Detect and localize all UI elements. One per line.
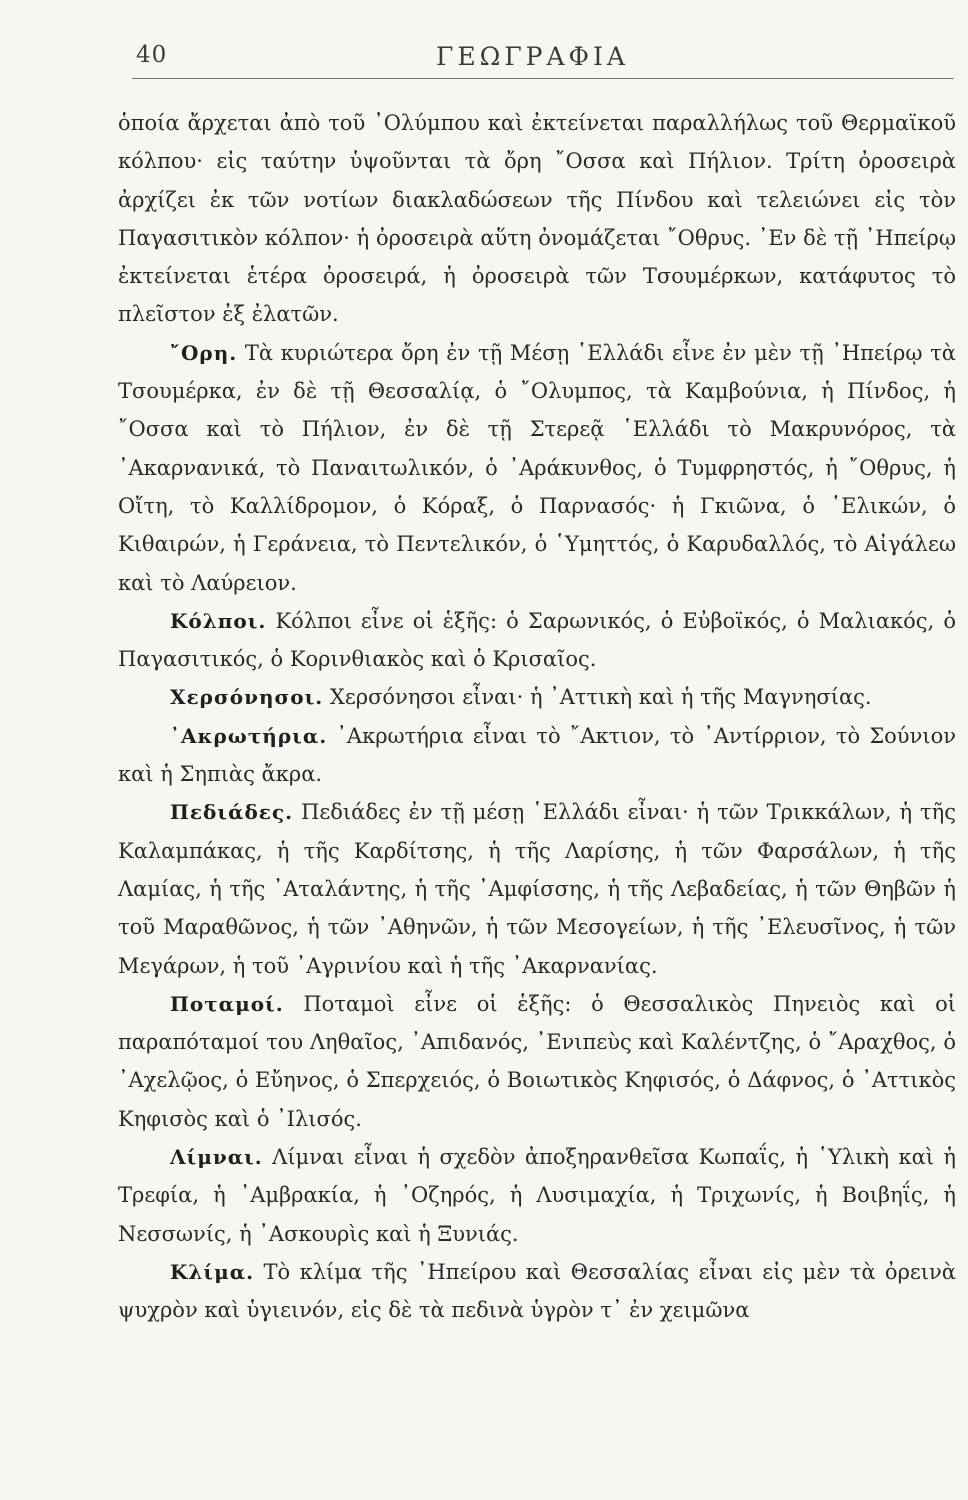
running-title: ΓΕΩΓΡΑΦΙΑ (436, 42, 629, 71)
paragraph-capes (118, 717, 956, 794)
paragraph-text: Λίμναι εἶναι ἡ σχεδὸν ἀποξηρανθεῖσα Κωπαΐς, ἡ ῾Υλικὴ καὶ ἡ Τρεφία, ἡ ᾿Αμβρακία, ἡ ᾿Οζηρός, ἡ Λυσιμαχία, ἡ Τριχωνίς, ἡ Βοιβηΐς, ἡ Νεσσωνίς, ἡ ᾿Ασκουρὶς καὶ ἡ Ξυνιάς. (118, 1145, 956, 1246)
section-heading-capes: ᾿Ακρωτήρια. (170, 723, 328, 748)
section-heading-peninsulas: Χερσόνησοι. (170, 685, 324, 710)
paragraph-continuation (118, 104, 956, 334)
page-number: 40 (136, 42, 168, 68)
paragraph-plains (118, 793, 956, 984)
paragraph-text: Ποταμοὶ εἶνε οἱ ἑξῆς: ὁ Θεσσαλικὸς Πηνειὸς καὶ οἱ παραπόταμοί του Ληθαῖος, ᾿Απιδανός, ᾿Ενιπεὺς καὶ Καλέντζης, ὁ ῎Αραχθος, ὁ ᾿Αχελῷος, ὁ Εὔηνος, ὁ Σπερχειός, ὁ Βοιωτικὸς Κηφισός, ὁ Δάφνος, ὁ ᾿Αττικὸς Κηφισὸς καὶ ὁ ᾿Ιλισός. (118, 991, 956, 1131)
paragraph-climate (118, 1253, 956, 1330)
header-rule (132, 78, 954, 79)
paragraph-text: Χερσόνησοι εἶναι· ἡ ᾿Αττικὴ καὶ ἡ τῆς Μαγνησίας. (329, 685, 872, 710)
paragraph-peninsulas (118, 678, 956, 716)
paragraph-gulfs (118, 602, 956, 679)
section-heading-rivers: Ποταμοί. (170, 991, 284, 1016)
section-heading-lakes: Λίμναι. (170, 1145, 263, 1170)
section-heading-gulfs: Κόλποι. (170, 608, 267, 633)
page-header (136, 42, 960, 78)
body-text (118, 104, 956, 1330)
paragraph-text: Τὸ κλίμα τῆς ᾿Ηπείρου καὶ Θεσσαλίας εἶναι εἰς μὲν τὰ ὀρεινὰ ψυχρὸν καὶ ὑγιεινόν, εἰς δὲ τὰ πεδινὰ ὑγρὸν τ᾿ ἐν χειμῶνα (118, 1259, 956, 1323)
paragraph-rivers (118, 985, 956, 1138)
paragraph-text: Τὰ κυριώτερα ὄρη ἐν τῇ Μέσῃ ῾Ελλάδι εἶνε ἐν μὲν τῇ ᾿Ηπείρῳ τὰ Τσουμέρκα, ἐν δὲ τῇ Θεσσαλίᾳ, ὁ ῎Ολυμπος, τὰ Καμβούνια, ἡ Πίνδος, ἡ ῎Οσσα καὶ τὸ Πήλιον, ἐν δὲ τῇ Στερεᾷ ῾Ελλάδι τὸ Μακρυνόρος, τὰ ᾿Ακαρνανικά, τὸ Παναιτωλικόν, ὁ ᾿Αράκυνθος, ὁ Τυμφρηστός, ἡ ῎Οθρυς, ἡ Οἴτη, τὸ Καλλίδρομον, ὁ Κόραξ, ὁ Παρνασός· ἡ Γκιῶνα, ὁ ῾Ελικών, ὁ Κιθαιρών, ἡ Γεράνεια, τὸ Πεντελικόν, ὁ ῾Υμηττός, ὁ Καρυδαλλός, τὸ Αἰγάλεω καὶ τὸ Λαύρειον. (118, 340, 956, 595)
paragraph-text: Κόλποι εἶνε οἱ ἑξῆς: ὁ Σαρωνικός, ὁ Εὐβοϊκός, ὁ Μαλιακός, ὁ Παγασιτικός, ὁ Κορινθιακὸς καὶ ὁ Κρισαῖος. (118, 608, 956, 672)
paragraph-text: ᾿Ακρωτήρια εἶναι τὸ ῎Ακτιον, τὸ ᾿Αντίρριον, τὸ Σούνιον καὶ ἡ Σηπιὰς ἄκρα. (118, 723, 956, 787)
section-heading-plains: Πεδιάδες. (170, 800, 294, 825)
section-heading-climate: Κλίμα. (170, 1259, 255, 1284)
section-heading-mountains: ῎Ορη. (170, 340, 238, 365)
paragraph-text: ὁποία ἄρχεται ἀπὸ τοῦ ᾿Ολύμπου καὶ ἐκτείνεται παραλλήλως τοῦ Θερμαϊκοῦ κόλπου· εἰς ταύτην ὑψοῦνται τὰ ὄρη ῎Οσσα καὶ Πήλιον. Τρίτη ὀροσειρὰ ἀρχίζει ἐκ τῶν νοτίων διακλαδώσεων τῆς Πίνδου καὶ τελειώνει εἰς τὸν Παγασιτικὸν κόλπον· ἡ ὀροσειρὰ αὕτη ὀνομάζεται ῎Οθρυς. ᾿Εν δὲ τῇ ᾿Ηπείρῳ ἐκτείνεται ἑτέρα ὀροσειρά, ἡ ὀροσειρὰ τῶν Τσουμέρκων, κατάφυτος τὸ πλεῖστον ἐξ ἐλατῶν. (118, 111, 956, 327)
paragraph-lakes (118, 1138, 956, 1253)
paragraph-mountains (118, 334, 956, 602)
paragraph-text: Πεδιάδες ἐν τῇ μέσῃ ῾Ελλάδι εἶναι· ἡ τῶν Τρικκάλων, ἡ τῆς Καλαμπάκας, ἡ τῆς Καρδίτσης, ἡ τῆς Λαρίσης, ἡ τῶν Φαρσάλων, ἡ τῆς Λαμίας, ἡ τῆς ᾿Αταλάντης, ἡ τῆς ᾿Αμφίσσης, ἡ τῆς Λεβαδείας, ἡ τῶν Θηβῶν ἡ τοῦ Μαραθῶνος, ἡ τῶν ᾿Αθηνῶν, ἡ τῶν Μεσογείων, ἡ τῆς ᾿Ελευσῖνος, ἡ τῶν Μεγάρων, ἡ τοῦ ᾿Αγρινίου καὶ ἡ τῆς ᾿Ακαρνανίας. (118, 800, 956, 978)
